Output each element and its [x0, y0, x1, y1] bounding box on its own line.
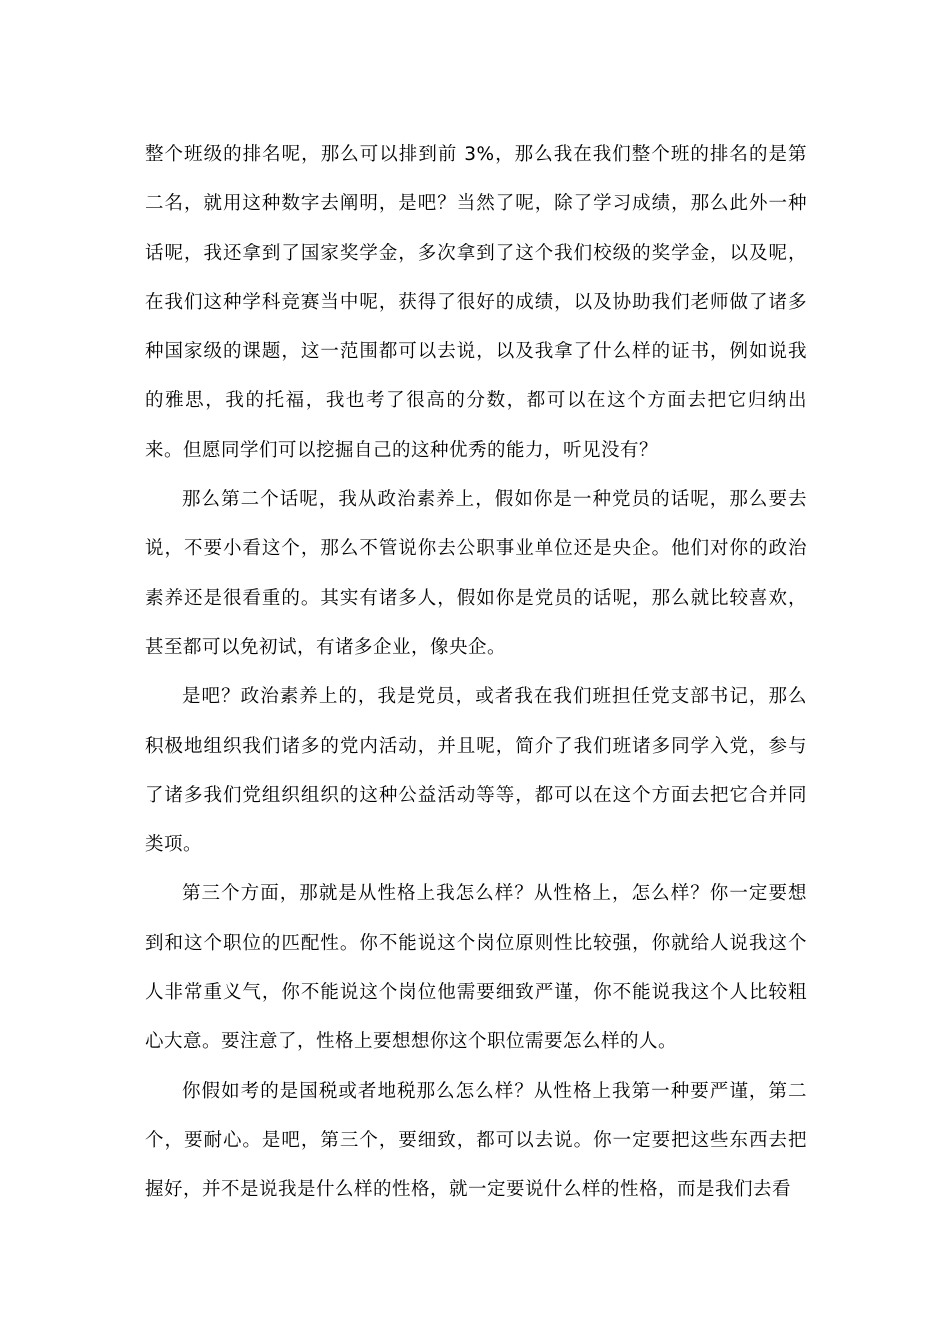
paragraph-1: 整个班级的排名呢，那么可以排到前 3%，那么我在我们整个班的排名的是第二名，就用这种数字去阐明，是吧？当然了呢，除了学习成绩，那么此外一种话呢，我还拿到了国家奖学金，多次拿到了这个我们校级的奖学金，以及呢，在我们这种学科竞赛当中呢，获得了很好的成绩，以及协助我们老师做了诸多种国家级的课题，这一范围都可以去说，以及我拿了什么样的证书，例如说我的雅思，我的托福，我也考了很高的分数，都可以在这个方面去把它归纳出来。但愿同学们可以挖掘自己的这种优秀的能力，听见没有？	[145, 144, 807, 461]
paragraph-4: 第三个方面，那就是从性格上我怎么样？从性格上，怎么样？你一定要想到和这个职位的匹配性。你不能说这个岗位原则性比较强，你就给人说我这个人非常重义气，你不能说这个岗位他需要细致严谨，你不能说我这个人比较粗心大意。要注意了，性格上要想想你这个职位需要怎么样的人。	[145, 883, 807, 1053]
paragraph-2: 那么第二个话呢，我从政治素养上，假如你是一种党员的话呢，那么要去说，不要小看这个，那么不管说你去公职事业单位还是央企。他们对你的政治素养还是很看重的。其实有诸多人，假如你是党员的话呢，那么就比较喜欢，甚至都可以免初试，有诸多企业，像央企。	[145, 489, 807, 658]
paragraph-3: 是吧？政治素养上的，我是党员，或者我在我们班担任党支部书记，那么积极地组织我们诸多的党内活动，并且呢，简介了我们班诸多同学入党，参与了诸多我们党组织组织的这种公益活动等等，都可以在这个方面去把它合并同类项。	[145, 686, 807, 856]
paragraph-5: 你假如考的是国税或者地税那么怎么样？从性格上我第一种要严谨，第二个，要耐心。是吧，第三个，要细致，都可以去说。你一定要把这些东西去把握好，并不是说我是什么样的性格，就一定要说什么样的性格，而是我们去看	[145, 1080, 807, 1201]
body-text	[145, 130, 807, 1215]
